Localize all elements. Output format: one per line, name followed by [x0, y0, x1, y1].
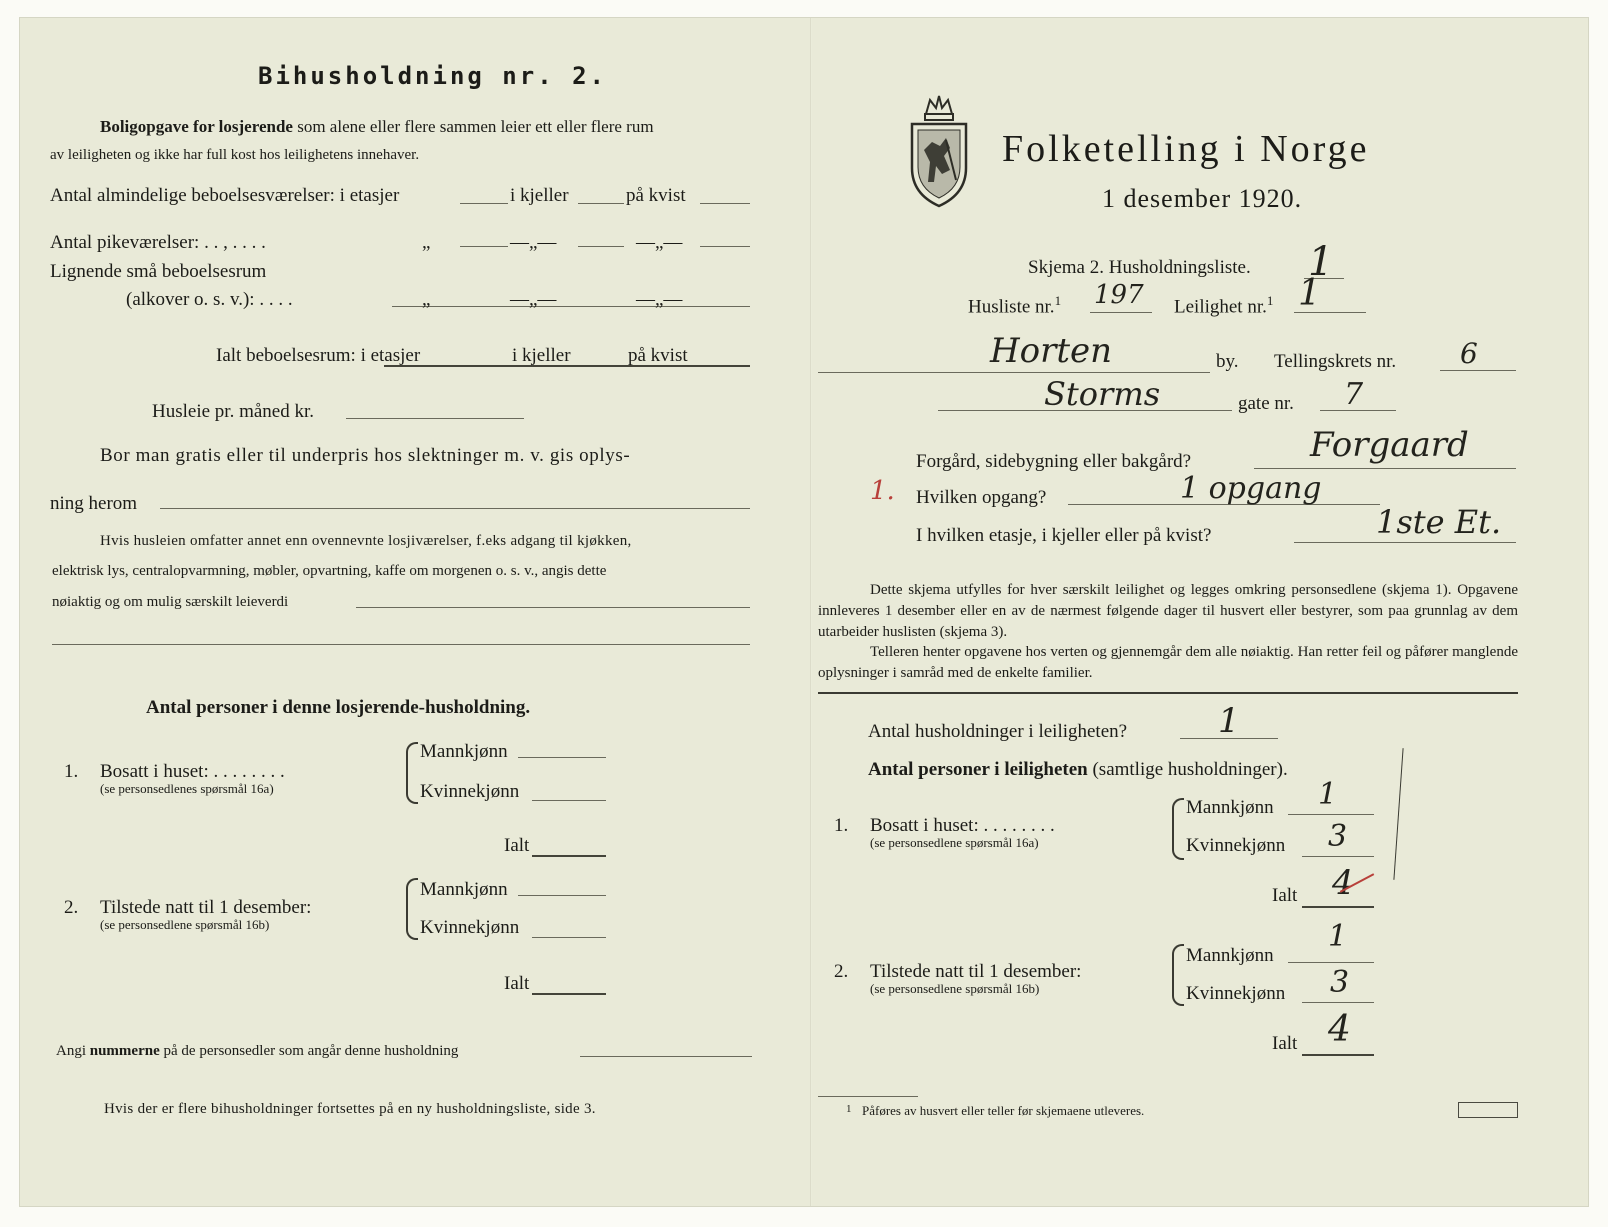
hw-gate-nr: 7: [1344, 377, 1364, 412]
husleie-field[interactable]: [346, 418, 524, 419]
hw-bosatt-ialt: 4: [1332, 863, 1354, 903]
right-bosatt-brace: [1172, 798, 1184, 860]
tellingskrets-label: Tellingskrets nr.: [1274, 351, 1397, 372]
intro-line-2: av leiligheten og ikke har full kost hos leilighetens innehaver.: [50, 147, 420, 163]
hw-tilstede-ialt: 4: [1328, 1009, 1351, 1050]
alkover-ditto-1: „: [422, 289, 431, 310]
hvis-line-1: Hvis husleien omfatter annet enn ovennevnte losjiværelser, f.eks adgang til kjøkken,: [100, 533, 632, 549]
left-tilstede-ialt-label: Ialt: [504, 973, 530, 994]
left-bosatt-brace: [406, 742, 418, 804]
right-bosatt-kvinne-label: Kvinnekjønn: [1186, 835, 1286, 856]
tellingskrets-field[interactable]: [1440, 370, 1516, 371]
left-tilstede-brace: [406, 878, 418, 940]
angi-pre: Angi: [56, 1043, 86, 1059]
rooms-kjeller-label: i kjeller: [510, 185, 569, 206]
leieverdi-field[interactable]: [356, 607, 750, 608]
pike-ditto-3: —„—: [636, 232, 683, 253]
hw-opgang-mark: 1.: [870, 476, 895, 506]
left-tilstede-mann-label: Mannkjønn: [420, 879, 508, 900]
right-tilstede-sub: (se personsedlene spørsmål 16b): [870, 981, 1040, 996]
hw-antal-husholdninger: 1: [1218, 701, 1240, 741]
left-footer: Hvis der er flere bihusholdninger fortsettes på en ny husholdningsliste, side 3.: [104, 1101, 596, 1117]
left-title: Bihusholdning nr. 2.: [258, 62, 607, 90]
skjema-label: Skjema 2. Husholdningsliste.: [1028, 257, 1251, 278]
page-fold: [810, 18, 812, 1206]
right-bosatt-ialt-field[interactable]: [1302, 906, 1374, 908]
leieverdi-field-2[interactable]: [52, 644, 750, 645]
intro-bold: Boligopgave for losjerende: [100, 117, 293, 136]
right-tilstede-label: Tilstede natt til 1 desember:: [870, 961, 1082, 982]
printer-stamp-icon: [1458, 1102, 1518, 1118]
left-tilstede-mann-field[interactable]: [518, 895, 606, 896]
alkover-label: (alkover o. s. v.): . . . .: [126, 289, 293, 310]
left-bosatt-label: Bosatt i huset: . . . . . . . .: [100, 761, 285, 782]
pike-kjeller-field[interactable]: [578, 246, 624, 247]
left-bosatt-number: 1.: [64, 761, 79, 782]
antal-personer-rest: (samtlige husholdninger).: [1092, 759, 1288, 780]
husliste-footnote-mark: 1: [1054, 293, 1062, 308]
right-tilstede-mann-field[interactable]: [1288, 962, 1374, 963]
hw-husliste-nr: 197: [1094, 280, 1144, 310]
ialt-kvist-label: på kvist: [628, 345, 688, 366]
opgang-label: Hvilken opgang?: [916, 487, 1047, 508]
footnote-rule: [818, 1096, 918, 1097]
right-tilstede-number: 2.: [834, 961, 849, 982]
lignende-label: Lignende små beboelsesrum: [50, 261, 267, 282]
hw-opgang: 1 opgang: [1180, 471, 1322, 506]
right-bosatt-number: 1.: [834, 815, 849, 836]
right-bosatt-ialt-label: Ialt: [1272, 885, 1298, 906]
antal-husholdninger-label: Antal husholdninger i leiligheten?: [868, 721, 1128, 742]
instructions-paragraph-2: Telleren henter opgavene hos verten og gjennemgår dem alle nøiaktig. Han retter feil og påfører manglende oplysninger i samråd med de enkelte familier.: [818, 644, 1518, 681]
left-bosatt-kvinne-label: Kvinnekjønn: [420, 781, 520, 802]
leilighet-label: [1174, 294, 1273, 316]
by-label: by.: [1216, 351, 1239, 372]
right-tilstede-mann-label: Mannkjønn: [1186, 945, 1274, 966]
angi-field[interactable]: [580, 1056, 752, 1057]
ialt-kjeller-label: i kjeller: [512, 345, 571, 366]
left-tilstede-ialt-field[interactable]: [532, 993, 606, 995]
hw-skjema-mark: 1: [1308, 239, 1334, 285]
alkover-ditto-3: —„—: [636, 289, 683, 310]
rooms-label: Antal almindelige beboelsesværelser: i etasjer: [50, 185, 400, 206]
husliste-text: Husliste nr.: [968, 296, 1055, 318]
pike-label: Antal pikeværelser: . . , . . . .: [50, 232, 266, 253]
right-bosatt-kvinne-field[interactable]: [1302, 856, 1374, 857]
left-bosatt-mann-field[interactable]: [518, 757, 606, 758]
etasje-label: I hvilken etasje, i kjeller eller på kvist?: [916, 525, 1212, 546]
alkover-ditto-2: —„—: [510, 289, 557, 310]
forgard-label: Forgård, sidebygning eller bakgård?: [916, 451, 1192, 472]
left-bosatt-sub: (se personsedlenes spørsmål 16a): [100, 781, 274, 796]
left-bosatt-ialt-label: Ialt: [504, 835, 530, 856]
left-bosatt-ialt-field[interactable]: [532, 855, 606, 857]
hw-bosatt-mann: 1: [1318, 777, 1338, 812]
rooms-etasjer-field[interactable]: [460, 203, 508, 204]
left-antal-heading: Antal personer i denne losjerende-husholdning.: [146, 697, 531, 718]
pike-ditto-1: „: [422, 232, 431, 253]
hw-by: Horten: [990, 331, 1113, 371]
left-tilstede-sub: (se personsedlene spørsmål 16b): [100, 917, 270, 932]
hw-gate: Storms: [1044, 375, 1161, 413]
hw-bosatt-kvinne: 3: [1328, 819, 1348, 854]
hw-forgard: Forgaard: [1310, 425, 1469, 465]
intro-rest: som alene eller flere sammen leier ett eller flere rum: [297, 117, 654, 136]
intro-line-1: [100, 118, 654, 135]
left-tilstede-kvinne-field[interactable]: [532, 937, 606, 938]
hw-leilighet-nr: 1: [1298, 273, 1321, 314]
ialt-label: Ialt beboelsesrum: i etasjer: [216, 345, 421, 366]
right-bosatt-mann-field[interactable]: [1288, 814, 1374, 815]
rooms-kvist-label: på kvist: [626, 185, 686, 206]
rooms-kvist-field[interactable]: [700, 203, 750, 204]
hw-tilstede-mann: 1: [1328, 919, 1348, 954]
right-tilstede-ialt-label: Ialt: [1272, 1033, 1298, 1054]
footnote-text: Påføres av husvert eller teller før skjemaene utleveres.: [862, 1103, 1145, 1118]
left-bosatt-kvinne-field[interactable]: [532, 800, 606, 801]
husleie-label: Husleie pr. måned kr.: [152, 401, 314, 422]
gratis-field[interactable]: [160, 508, 750, 509]
gratis-line-1: Bor man gratis eller til underpris hos slektninger m. v. gis oplys-: [100, 445, 631, 466]
leilighet-footnote-mark: 1: [1266, 293, 1274, 308]
ialt-field-line[interactable]: [384, 365, 750, 367]
antal-personer-heading: [868, 760, 1288, 779]
footnote-number: 1: [846, 1103, 852, 1115]
gratis-line-2: ning herom: [50, 493, 138, 514]
husliste-label: [968, 294, 1061, 316]
norway-coat-of-arms-icon: [906, 90, 972, 208]
instructions-paragraph-1: Dette skjema utfylles for hver særskilt leilighet og legges omkring personsedlene (skjema 1). Opgavene innleveres 1 desember eller en av de nærmest følgende dager til husvert eller bestyrer, som paa grunnlag av dem utarbeider huslisten (skjema 3).: [818, 582, 1518, 640]
angi-line: [56, 1044, 458, 1059]
right-bosatt-label: Bosatt i huset: . . . . . . . .: [870, 815, 1055, 836]
etasje-field[interactable]: [1294, 542, 1516, 543]
husliste-field[interactable]: [1090, 312, 1152, 313]
hw-tilstede-kvinne: 3: [1330, 965, 1350, 1000]
alkover-field-line: [392, 306, 750, 307]
right-tilstede-kvinne-field[interactable]: [1302, 1002, 1374, 1003]
right-bosatt-sub: (se personsedlene spørsmål 16a): [870, 835, 1039, 850]
forgard-field[interactable]: [1254, 468, 1516, 469]
angi-post: på de personsedler som angår denne husholdning: [163, 1043, 459, 1059]
hw-tellingskrets: 6: [1460, 337, 1478, 370]
gate-label: gate nr.: [1238, 393, 1294, 414]
left-tilstede-number: 2.: [64, 897, 79, 918]
left-bosatt-mann-label: Mannkjønn: [420, 741, 508, 762]
hvis-line-3: nøiaktig og om mulig særskilt leieverdi: [52, 594, 289, 610]
section-divider: [818, 692, 1518, 694]
left-tilstede-kvinne-label: Kvinnekjønn: [420, 917, 520, 938]
hw-etasje: 1ste Et.: [1376, 503, 1502, 541]
antal-personer-bold: Antal personer i leiligheten: [868, 759, 1088, 780]
pike-kvist-field[interactable]: [700, 246, 750, 247]
right-date: 1 desember 1920.: [1102, 184, 1303, 213]
rooms-kjeller-field[interactable]: [578, 203, 624, 204]
right-tilstede-brace: [1172, 944, 1184, 1006]
angi-bold: nummerne: [89, 1043, 160, 1059]
left-tilstede-label: Tilstede natt til 1 desember:: [100, 897, 312, 918]
by-field[interactable]: [818, 372, 1210, 373]
right-tilstede-ialt-field[interactable]: [1302, 1054, 1374, 1056]
leilighet-text: Leilighet nr.: [1174, 296, 1267, 318]
hvis-line-2: elektrisk lys, centralopvarmning, møbler, opvartning, kaffe om morgenen o. s. v., angis dette: [52, 563, 607, 579]
right-tilstede-kvinne-label: Kvinnekjønn: [1186, 983, 1286, 1004]
pike-etasjer-field[interactable]: [460, 246, 508, 247]
right-bosatt-mann-label: Mannkjønn: [1186, 797, 1274, 818]
pike-ditto-2: —„—: [510, 232, 557, 253]
right-title: Folketelling i Norge: [1002, 128, 1370, 170]
